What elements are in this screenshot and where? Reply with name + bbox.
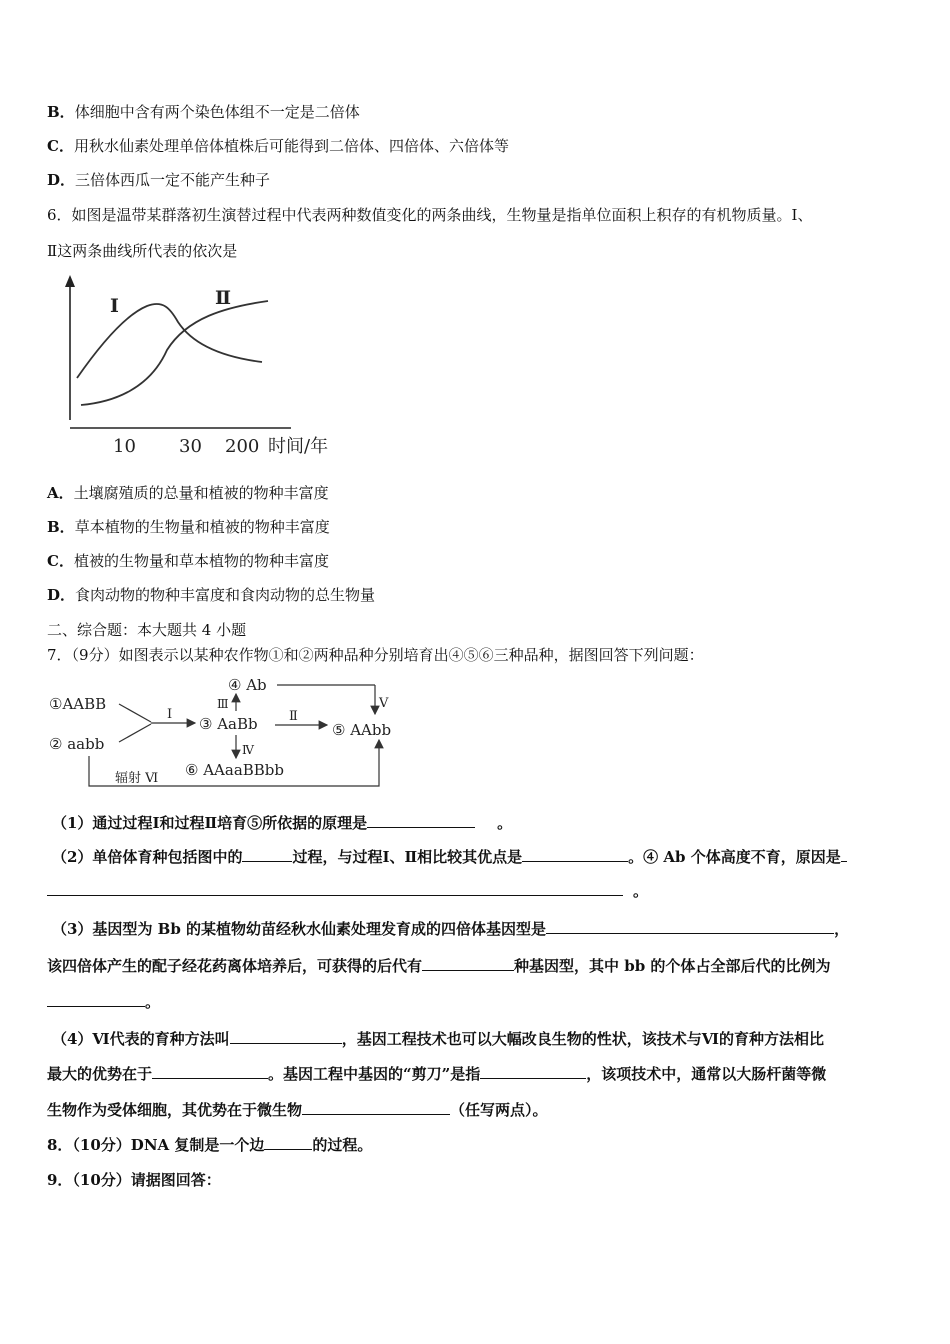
q7-sub3-text-b: ， xyxy=(834,920,850,938)
option-text: 三倍体西瓜一定不能产生种子 xyxy=(75,171,271,189)
option-text: 食肉动物的物种丰富度和食肉动物的总生物量 xyxy=(75,586,376,604)
answer-blank[interactable] xyxy=(47,992,145,1007)
x-axis-label: 时间/年 xyxy=(268,436,329,457)
option-text: 土壤腐殖质的总量和植被的物种丰富度 xyxy=(73,484,329,502)
answer-blank[interactable] xyxy=(546,919,834,934)
q7-sub4-text-e: ，该项技术中，通常以大肠杆菌等微 xyxy=(586,1065,827,1083)
q7-sub4-text-f: 生物作为受体细胞，其优势在于微生物 xyxy=(47,1101,303,1119)
process-label-5: Ⅴ xyxy=(379,696,389,711)
option-text: 用秋水仙素处理单倍体植株后可能得到二倍体、四倍体、六倍体等 xyxy=(73,137,509,155)
node-5: ⑤ AAbb xyxy=(332,721,392,739)
option-label: D． xyxy=(47,171,76,189)
answer-blank[interactable] xyxy=(422,956,514,971)
answer-blank[interactable] xyxy=(367,813,475,828)
q5-option-d xyxy=(47,170,270,190)
q7-sub2-text-a: （2）单倍体育种包括图中的 xyxy=(52,848,243,866)
process-label-3: Ⅲ xyxy=(217,697,229,711)
answer-blank[interactable] xyxy=(264,1135,312,1150)
y-axis xyxy=(65,275,75,420)
q7-sub3-text-e: 。 xyxy=(145,993,161,1011)
curve-i xyxy=(77,304,262,378)
q6-stem-line1: 6．如图是温带某群落初生演替过程中代表两种数值变化的两条曲线，生物量是指单位面积上积存的有机物质量。Ⅰ、 xyxy=(47,206,813,224)
answer-blank[interactable] xyxy=(242,847,292,862)
edge-2-merge xyxy=(119,724,151,742)
q7-sub2-line2 xyxy=(47,881,648,901)
x-tick-200: 200 xyxy=(225,436,260,457)
q7-sub4-text-a: （4）Ⅵ代表的育种方法叫 xyxy=(52,1030,230,1048)
process-label-2: Ⅱ xyxy=(289,709,298,724)
q6-option-c xyxy=(47,551,329,571)
node-1: ①AABB xyxy=(49,695,107,713)
q6-option-a xyxy=(47,483,329,503)
answer-blank[interactable] xyxy=(152,1064,268,1079)
q7-sub4-text-g: （任写两点）。 xyxy=(450,1101,548,1119)
q7-sub3-line2 xyxy=(47,956,830,976)
q7-sub3-text-d: 种基因型，其中 bb 的个体占全部后代的比例为 xyxy=(514,957,831,975)
q7-stem: 7．（9分）如图表示以某种农作物①和②两种品种分别培育出④⑤⑥三种品种，据图回答下列问题： xyxy=(47,646,704,664)
q6-stem-line2: Ⅱ这两条曲线所代表的依次是 xyxy=(47,242,238,260)
q7-sub4-line3 xyxy=(47,1100,548,1120)
answer-blank[interactable] xyxy=(522,847,628,862)
curve-label-ii: Ⅱ xyxy=(215,287,232,309)
section-title: 二、综合题：本大题共 4 小题 xyxy=(47,621,247,639)
option-text: 植被的生物量和草本植物的物种丰富度 xyxy=(73,552,329,570)
process-label-4: Ⅳ xyxy=(242,743,254,757)
q7-sub2-text-b: 过程，与过程Ⅰ、Ⅱ相比较其优点是 xyxy=(292,848,523,866)
node-3: ③ AaBb xyxy=(199,715,258,733)
answer-blank[interactable] xyxy=(47,881,623,896)
q6-option-b xyxy=(47,517,330,537)
q8-text-a: 8．（10分）DNA 复制是一个边 xyxy=(47,1136,265,1154)
q7-sub2-text-c: 。④ Ab 个体高度不育，原因是 xyxy=(628,848,841,866)
q5-option-c xyxy=(47,136,509,156)
process-label-1: Ⅰ xyxy=(167,707,173,722)
option-label: D． xyxy=(47,586,76,604)
option-label: C． xyxy=(47,552,74,570)
node-2: ② aabb xyxy=(49,735,105,753)
q7-sub4-text-d: 。基因工程中基因的“剪刀”是指 xyxy=(268,1065,481,1083)
answer-blank[interactable] xyxy=(841,847,847,862)
q7-sub2-line1 xyxy=(52,847,847,867)
answer-blank[interactable] xyxy=(230,1029,342,1044)
q7-sub4-line1 xyxy=(52,1029,824,1049)
q7-breeding-diagram xyxy=(45,674,415,796)
process-label-6: 辐射 Ⅵ xyxy=(115,771,159,786)
q6-chart xyxy=(55,270,355,465)
option-label: B． xyxy=(47,518,75,536)
q8 xyxy=(47,1135,372,1155)
q7-sub1-text: （1）通过过程Ⅰ和过程Ⅱ培育⑤所依据的原理是 xyxy=(52,814,368,832)
node-6: ⑥ AAaaBBbb xyxy=(185,761,285,779)
q5-option-b xyxy=(47,102,360,122)
q7-sub4-text-b: ，基因工程技术也可以大幅改良生物的性状，该技术与Ⅵ的育种方法相比 xyxy=(341,1030,824,1048)
q8-text-b: 的过程。 xyxy=(312,1136,373,1154)
q7-sub2-text-d: 。 xyxy=(633,882,649,900)
q7-sub3-line3 xyxy=(47,992,160,1012)
q7-sub1 xyxy=(52,813,512,833)
x-tick-30: 30 xyxy=(179,436,202,457)
q7-sub4-line2 xyxy=(47,1064,826,1084)
q9: 9．（10分）请据图回答： xyxy=(47,1171,221,1189)
q7-sub4-text-c: 最大的优势在于 xyxy=(47,1065,153,1083)
curve-label-i: Ⅰ xyxy=(110,295,119,317)
q7-sub1-end: 。 xyxy=(497,814,513,832)
option-text: 草本植物的生物量和植被的物种丰富度 xyxy=(74,518,330,536)
edge-1-merge xyxy=(119,704,151,722)
answer-blank[interactable] xyxy=(302,1100,450,1115)
node-4: ④ Ab xyxy=(228,676,267,694)
answer-blank[interactable] xyxy=(480,1064,586,1079)
option-text: 体细胞中含有两个染色体组不一定是二倍体 xyxy=(74,103,360,121)
q7-sub3-line1 xyxy=(52,919,849,939)
q6-option-d xyxy=(47,585,375,605)
q7-sub3-text-c: 该四倍体产生的配子经花药离体培养后，可获得的后代有 xyxy=(47,957,423,975)
option-label: A． xyxy=(47,484,74,502)
option-label: B． xyxy=(47,103,75,121)
x-tick-10: 10 xyxy=(113,436,136,457)
q7-sub3-text-a: （3）基因型为 Bb 的某植物幼苗经秋水仙素处理发育成的四倍体基因型是 xyxy=(52,920,547,938)
option-label: C． xyxy=(47,137,74,155)
